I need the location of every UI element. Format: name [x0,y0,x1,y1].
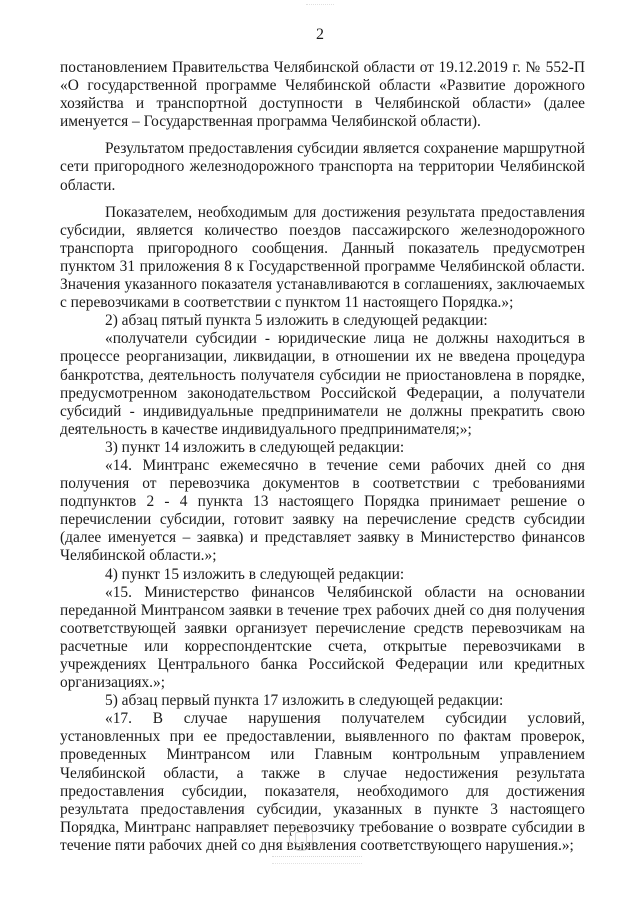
emblem-stamp-icon [289,825,313,851]
faint-scan-mark [272,856,362,864]
paragraph: 4) пункт 15 изложить в следующей редакции: [105,565,405,583]
paragraph: «17. В случае нарушения получателем субсидии условий, установленных при ее предоставлении, выявленного по фактам проверок, проведенных Минтрансом или Главным контрольным управлением Челябинской области, а также в случае недостижения результата предоставления субсидии, показателя, необходимого для достижения результата предоставления субсидии, указанных в пункте 3 настоящего Порядка, Минтранс направляет перевозчику требование о возврате субсидии в течение пяти рабочих дней со дня выявления соответствующего нарушения.»; [60,710,585,854]
paragraph: постановлением Правительства Челябинской области от 19.12.2019 г. № 552-П «О государственной программе Челябинской области «Развитие дорожного хозяйства и транспортной доступности в Челябинской области» (далее именуется – Государственная программа Челябинской области). [60,59,585,131]
page-number: 2 [316,26,324,43]
paragraph: 5) абзац первый пункта 17 изложить в следующей редакции: [105,692,504,710]
paragraph: 2) абзац пятый пункта 5 изложить в следующей редакции: [105,312,488,330]
document-body [60,59,585,855]
paragraph: Показателем, необходимым для достижения результата предоставления субсидии, является количество поездов пассажирского железнодорожного транспорта пригородного сообщения. Данный показатель предусмотрен пунктом 31 приложения 8 к Государственной программе Челябинской области. Значения указанного показателя устанавливаются в соглашениях, заключаемых с перевозчиками в соответствии с пунктом 11 настоящего Порядка.»; [60,203,585,312]
paragraph: 3) пункт 14 изложить в следующей редакции: [105,438,405,456]
paragraph: «получатели субсидии - юридические лица не должны находиться в процессе реорганизации, ликвидации, в отношении их не введена процедура банкротства, деятельность получателя субсидии не приостановлена в порядке, предусмотренном законодательством Российской Федерации, а получатели субсидий - индивидуальные предприниматели не должны прекратить свою деятельность в качестве индивидуального предпринимателя;»; [60,330,585,438]
scan-speck [306,4,334,8]
paragraph: «14. Минтранс ежемесячно в течение семи рабочих дней со дня получения от перевозчика документов в соответствии с требованиями подпунктов 2 - 4 пункта 13 настоящего Порядка принимает решение о перечислении субсидии, готовит заявку на перечисление средств субсидии (далее именуется – заявка) и представляет заявку в Министерство финансов Челябинской области.»; [60,456,585,565]
paragraph: «15. Министерство финансов Челябинской области на основании переданной Минтрансом заявки в течение трех рабочих дней со дня получения соответствующей заявки организует перечисление средств перевозчикам на расчетные или корреспондентские счета, открытые перевозчиками в учреждениях Центрального банка Российской Федерации или кредитных организациях.»; [60,583,585,692]
paragraph: Результатом предоставления субсидии является сохранение маршрутной сети пригородного железнодорожного транспорта на территории Челябинской области. [60,140,585,194]
